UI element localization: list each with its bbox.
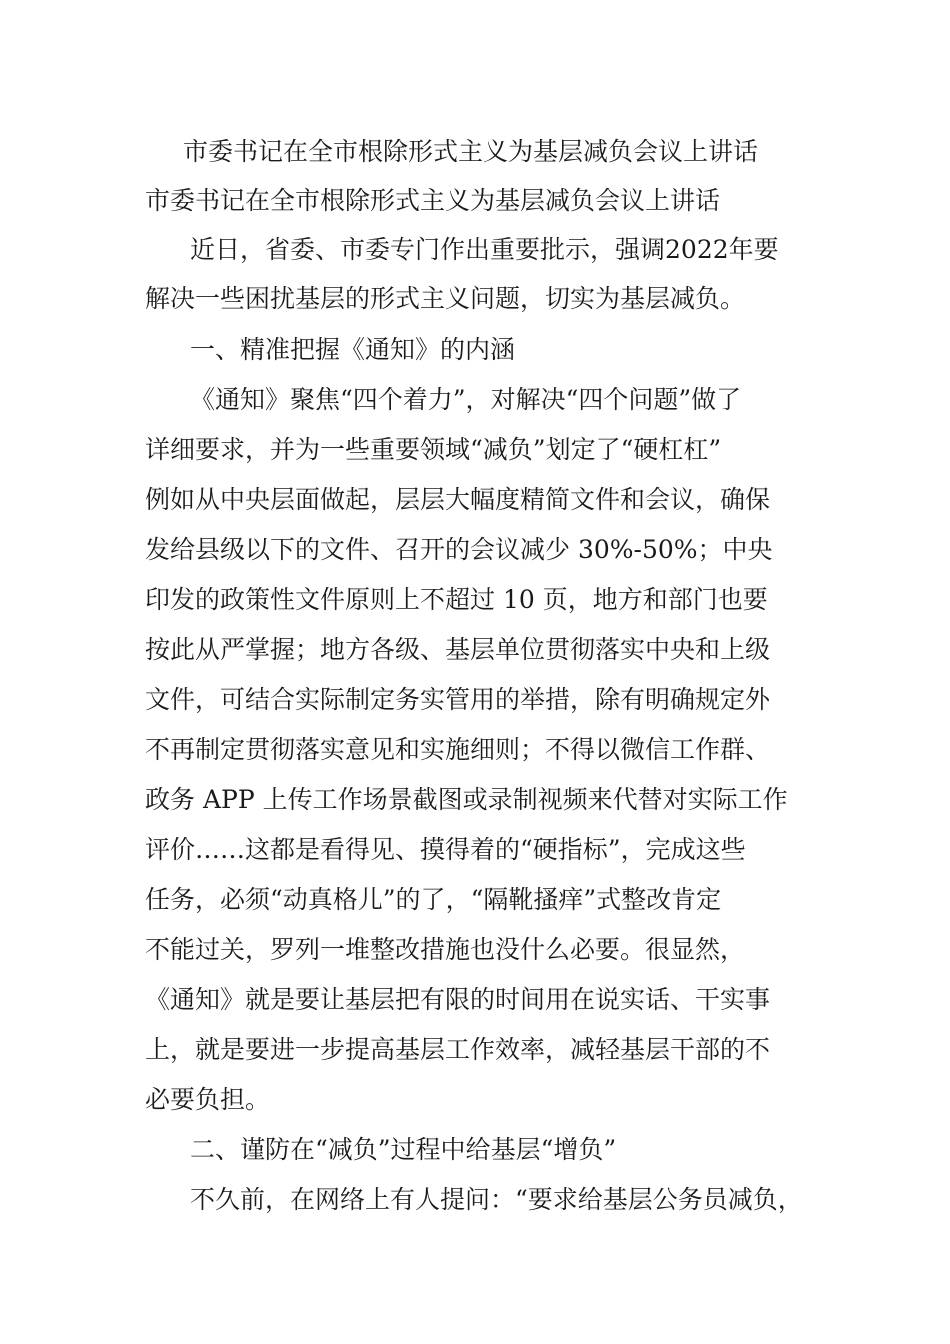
paragraph-line: 必要负担。: [145, 1085, 271, 1114]
paragraph-line: 文件，可结合实际制定务实管用的举措，除有明确规定外: [145, 685, 771, 714]
paragraph-line: 按此从严掌握；地方各级、基层单位贯彻落实中央和上级: [145, 635, 771, 664]
intro-line: 近日，省委、市委专门作出重要批示，强调2022年要: [190, 235, 779, 264]
paragraph-line: 《通知》聚焦“四个着力”，对解决“四个问题”做了: [190, 385, 742, 414]
paragraph-line: 例如从中央层面做起，层层大幅度精简文件和会议，确保: [145, 485, 771, 514]
paragraph-line: 《通知》就是要让基层把有限的时间用在说实话、干实事: [145, 985, 771, 1014]
paragraph-line: 上，就是要进一步提高基层工作效率，减轻基层干部的不: [145, 1035, 771, 1064]
document-title: 市委书记在全市根除形式主义为基层减负会议上讲话: [183, 137, 759, 166]
paragraph-line: 不久前，在网络上有人提问：“要求给基层公务员减负，: [190, 1185, 803, 1214]
intro-line: 解决一些困扰基层的形式主义问题，切实为基层减负。: [145, 284, 746, 313]
paragraph-line: 印发的政策性文件原则上不超过 10 页，地方和部门也要: [145, 585, 768, 614]
paragraph-line: 政务 APP 上传工作场景截图或录制视频来代替对实际工作: [145, 785, 788, 814]
paragraph-line: 不能过关，罗列一堆整改措施也没什么必要。很显然，: [145, 935, 746, 964]
paragraph-line: 发给县级以下的文件、召开的会议减少 30%-50%；中央: [145, 535, 773, 564]
paragraph-line: 不再制定贯彻落实意见和实施细则；不得以微信工作群、: [145, 735, 771, 764]
paragraph-line: 评价……这都是看得见、摸得着的“硬指标”，完成这些: [145, 835, 746, 864]
document-title-repeat: 市委书记在全市根除形式主义为基层减负会议上讲话: [145, 186, 721, 215]
section-heading-1: 一、精准把握《通知》的内涵: [190, 335, 516, 364]
paragraph-line: 详细要求，并为一些重要领域“减负”划定了“硬杠杠”: [145, 435, 722, 464]
paragraph-line: 任务，必须“动真格儿”的了，“隔靴搔痒”式整改肯定: [145, 885, 722, 914]
section-heading-2: 二、谨防在“减负”过程中给基层“增负”: [190, 1135, 617, 1164]
